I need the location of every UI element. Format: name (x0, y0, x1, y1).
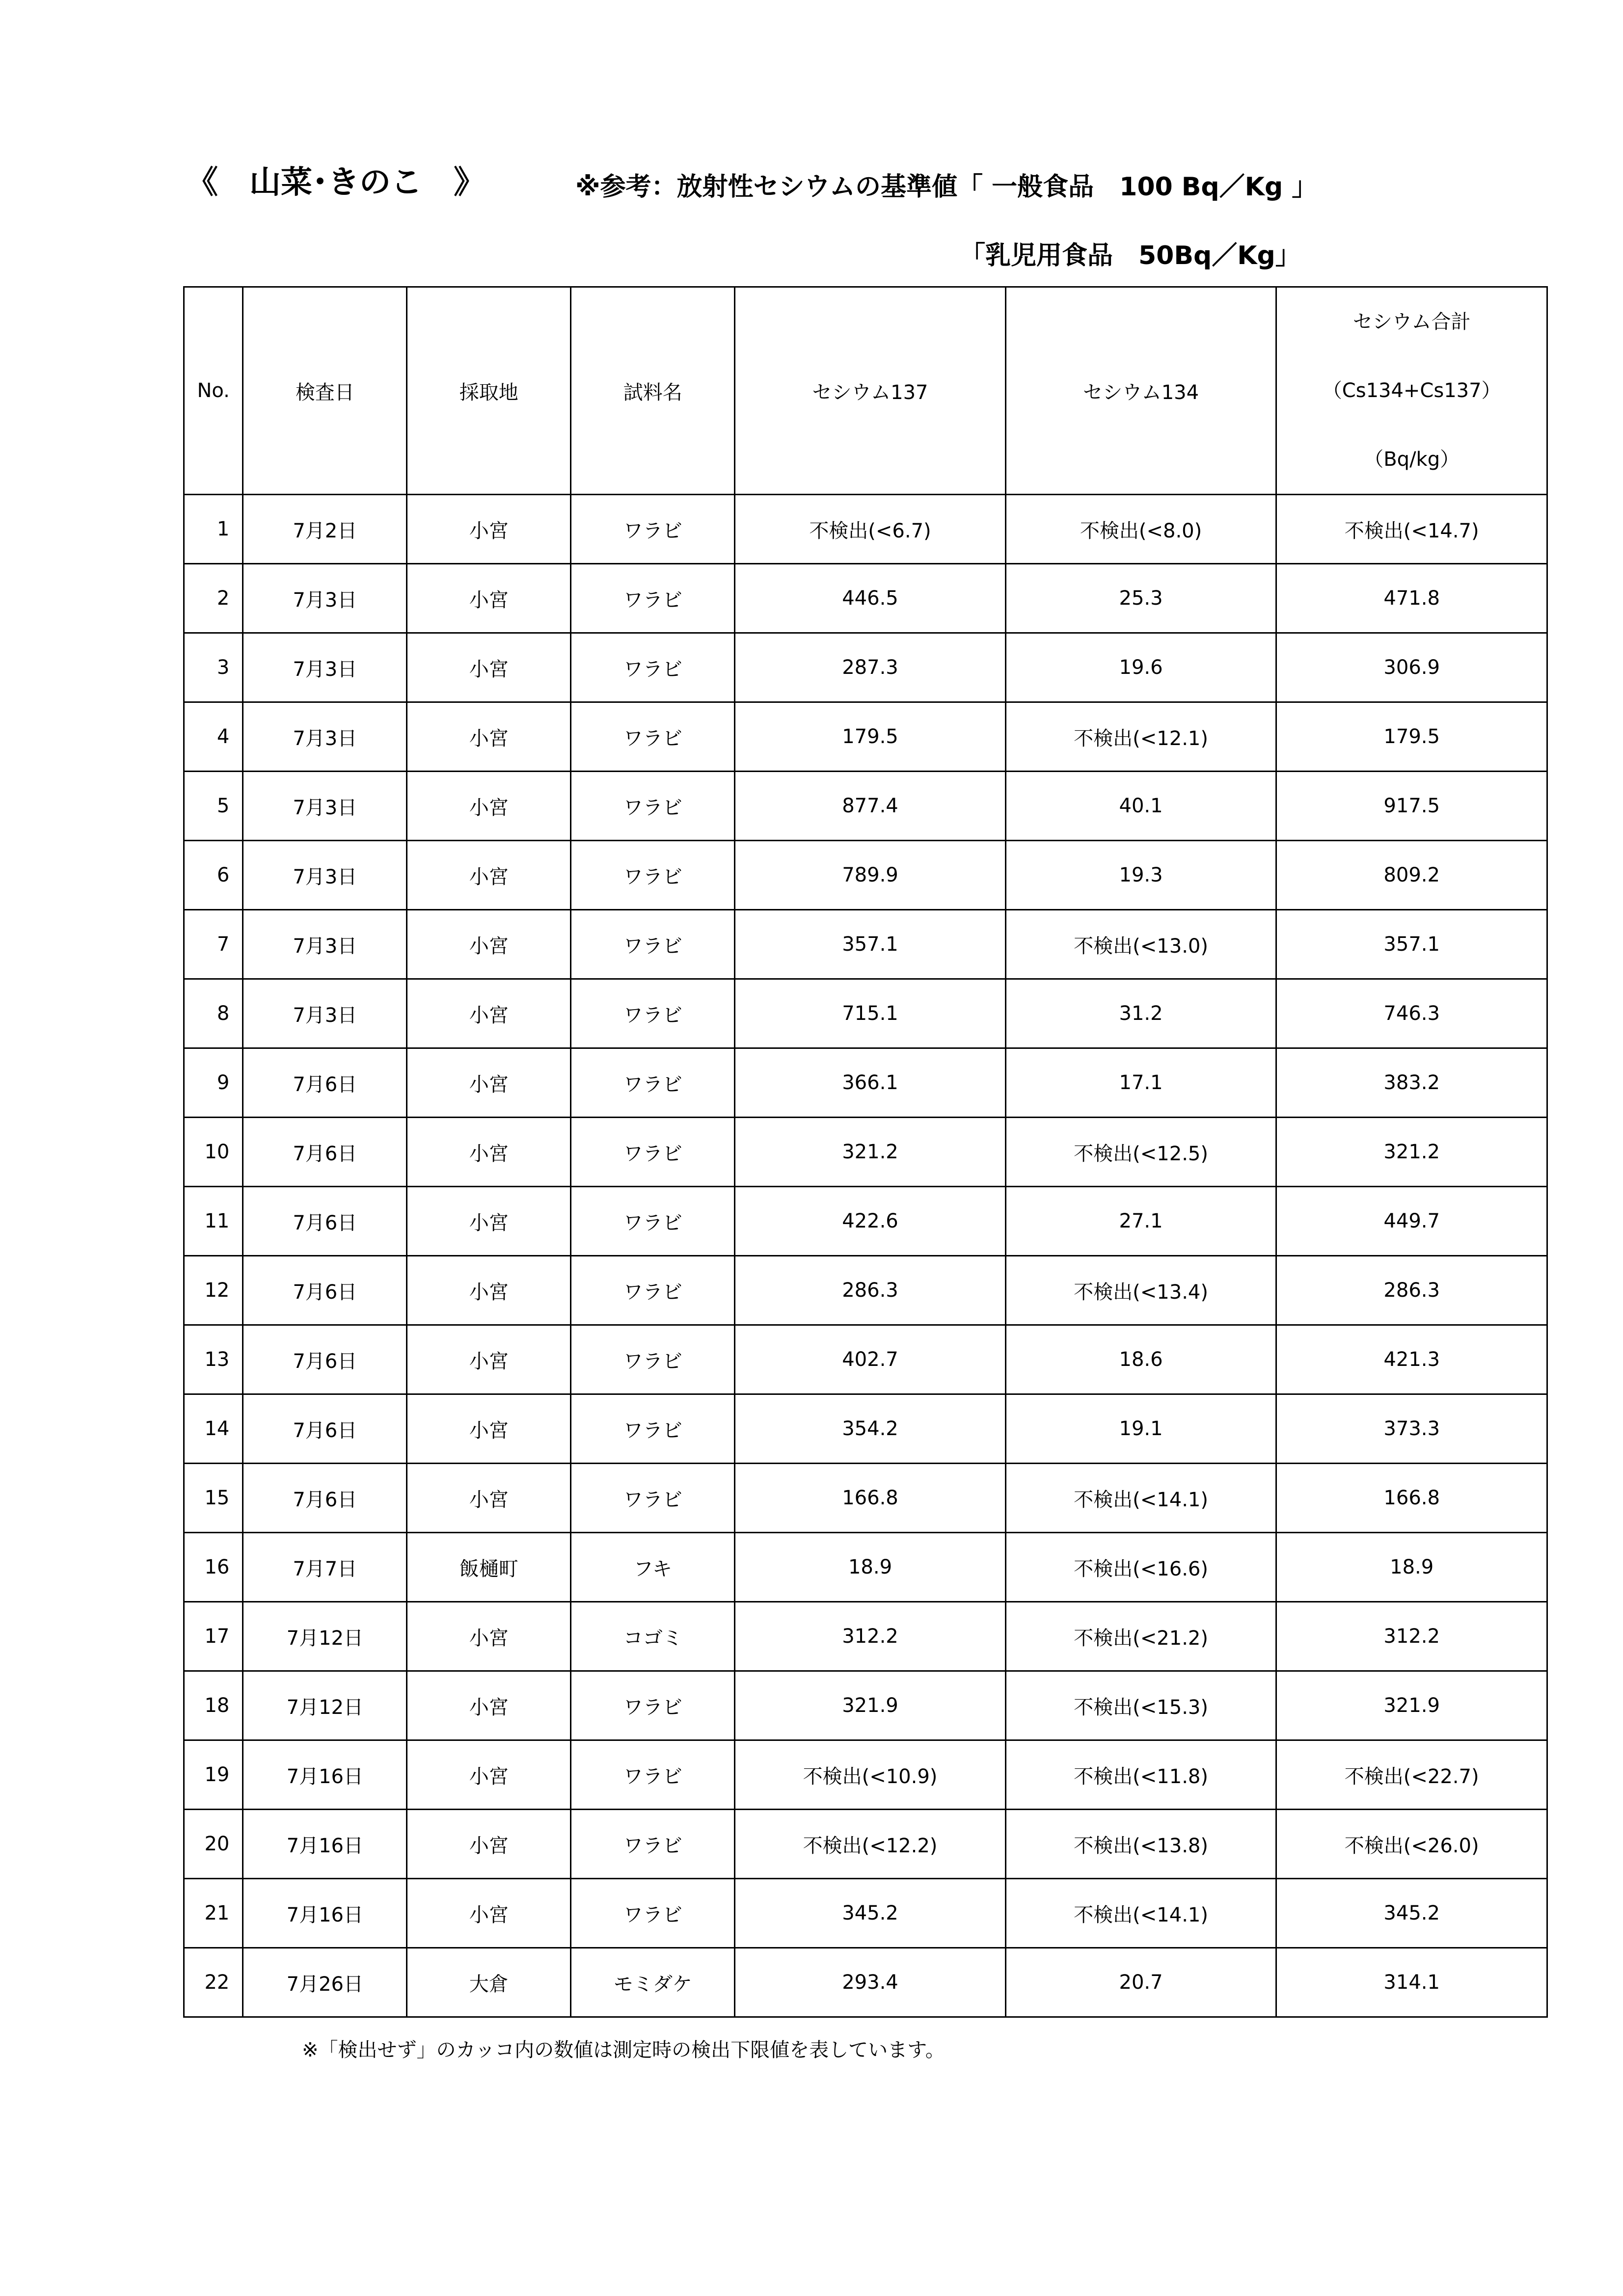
cell-total: 449.7 (1276, 1187, 1547, 1256)
cell-date: 7月2日 (243, 495, 407, 564)
cell-no: 21 (184, 1879, 243, 1948)
table-row (184, 910, 1547, 979)
table-row (184, 702, 1547, 772)
cell-cs134: 不検出(<16.6) (1005, 1533, 1276, 1602)
cell-total: 312.2 (1276, 1602, 1547, 1671)
cell-date: 7月6日 (243, 1325, 407, 1394)
table-row (184, 772, 1547, 841)
cell-total: 321.2 (1276, 1118, 1547, 1187)
cell-location: 小宮 (407, 910, 571, 979)
cell-location: 小宮 (407, 1118, 571, 1187)
cell-cs134: 19.3 (1005, 841, 1276, 910)
cell-cs137: 877.4 (735, 772, 1006, 841)
cell-cs134: 不検出(<12.5) (1005, 1118, 1276, 1187)
table-row (184, 495, 1547, 564)
cell-no: 19 (184, 1740, 243, 1810)
cell-date: 7月16日 (243, 1810, 407, 1879)
cell-sample: ワラビ (571, 1256, 735, 1325)
cell-total: 286.3 (1276, 1256, 1547, 1325)
cell-location: 小宮 (407, 772, 571, 841)
cell-sample: ワラビ (571, 1187, 735, 1256)
cell-location: 小宮 (407, 979, 571, 1048)
cell-cs137: 357.1 (735, 910, 1006, 979)
cell-location: 小宮 (407, 1740, 571, 1810)
cell-date: 7月3日 (243, 564, 407, 633)
header-cs134: セシウム134 (1005, 287, 1276, 495)
cell-no: 16 (184, 1533, 243, 1602)
reference-standard-infant: 「乳児用食品 50Bq／Kg」 (960, 241, 1301, 270)
table-row (184, 1740, 1547, 1810)
cell-date: 7月3日 (243, 979, 407, 1048)
cell-location: 大倉 (407, 1948, 571, 2017)
cell-cs137: 287.3 (735, 633, 1006, 702)
cell-cs137: 不検出(<12.2) (735, 1810, 1006, 1879)
cell-total: 不検出(<26.0) (1276, 1810, 1547, 1879)
cell-cs137: 354.2 (735, 1394, 1006, 1464)
table-row (184, 1187, 1547, 1256)
cell-location: 飯樋町 (407, 1533, 571, 1602)
cell-sample: ワラビ (571, 1048, 735, 1118)
cell-location: 小宮 (407, 702, 571, 772)
cell-cs134: 不検出(<13.8) (1005, 1810, 1276, 1879)
cell-total: 不検出(<14.7) (1276, 495, 1547, 564)
cell-location: 小宮 (407, 1394, 571, 1464)
cell-cs134: 17.1 (1005, 1048, 1276, 1118)
cell-no: 11 (184, 1187, 243, 1256)
table-row (184, 1118, 1547, 1187)
header-row (184, 287, 1547, 495)
cell-date: 7月16日 (243, 1879, 407, 1948)
table-row (184, 564, 1547, 633)
cell-sample: フキ (571, 1533, 735, 1602)
cell-no: 17 (184, 1602, 243, 1671)
header-no: No. (184, 287, 243, 495)
cell-total: 471.8 (1276, 564, 1547, 633)
cell-cs134: 不検出(<8.0) (1005, 495, 1276, 564)
cell-cs134: 不検出(<13.0) (1005, 910, 1276, 979)
table-row (184, 1256, 1547, 1325)
table-row (184, 1879, 1547, 1948)
table-row (184, 1810, 1547, 1879)
table-header (184, 287, 1547, 495)
cell-total: 421.3 (1276, 1325, 1547, 1394)
header-total-line2: （Cs134+Cs137） (1322, 379, 1501, 402)
cell-sample: ワラビ (571, 979, 735, 1048)
cell-location: 小宮 (407, 633, 571, 702)
cell-date: 7月3日 (243, 841, 407, 910)
cell-total: 不検出(<22.7) (1276, 1740, 1547, 1810)
cell-no: 1 (184, 495, 243, 564)
cell-sample: ワラビ (571, 910, 735, 979)
cell-cs134: 不検出(<11.8) (1005, 1740, 1276, 1810)
cell-total: 18.9 (1276, 1533, 1547, 1602)
cell-cs137: 179.5 (735, 702, 1006, 772)
cell-location: 小宮 (407, 1671, 571, 1740)
cell-no: 6 (184, 841, 243, 910)
cell-location: 小宮 (407, 1048, 571, 1118)
cell-total: 179.5 (1276, 702, 1547, 772)
table-row (184, 633, 1547, 702)
cell-cs134: 18.6 (1005, 1325, 1276, 1394)
cell-cs137: 715.1 (735, 979, 1006, 1048)
header-total-line3: （Bq/kg） (1364, 448, 1460, 471)
reference-standard-general: ※参考：放射性セシウムの基準値「 一般食品 100 Bq／Kg 」 (575, 172, 1318, 202)
cell-cs137: 不検出(<6.7) (735, 495, 1006, 564)
cell-cs137: 不検出(<10.9) (735, 1740, 1006, 1810)
cell-date: 7月6日 (243, 1187, 407, 1256)
cell-cs137: 321.9 (735, 1671, 1006, 1740)
cell-cs134: 19.1 (1005, 1394, 1276, 1464)
cell-location: 小宮 (407, 564, 571, 633)
cell-no: 15 (184, 1464, 243, 1533)
cell-location: 小宮 (407, 1810, 571, 1879)
cell-location: 小宮 (407, 1879, 571, 1948)
cell-cs134: 不検出(<14.1) (1005, 1879, 1276, 1948)
table-row (184, 1394, 1547, 1464)
cell-total: 746.3 (1276, 979, 1547, 1048)
page-title: 《 山菜･きのこ 》 (187, 164, 485, 201)
cell-cs137: 286.3 (735, 1256, 1006, 1325)
cell-cs137: 321.2 (735, 1118, 1006, 1187)
cell-no: 22 (184, 1948, 243, 2017)
cell-no: 2 (184, 564, 243, 633)
table-body (184, 495, 1547, 2017)
table-row (184, 1671, 1547, 1740)
cell-location: 小宮 (407, 495, 571, 564)
header-total-line1: セシウム合計 (1352, 311, 1471, 333)
cell-total: 373.3 (1276, 1394, 1547, 1464)
cell-cs137: 446.5 (735, 564, 1006, 633)
table-row (184, 979, 1547, 1048)
cell-cs134: 不検出(<15.3) (1005, 1671, 1276, 1740)
header-date: 検査日 (243, 287, 407, 495)
cell-no: 13 (184, 1325, 243, 1394)
table-row (184, 1048, 1547, 1118)
cell-total: 321.9 (1276, 1671, 1547, 1740)
cell-date: 7月6日 (243, 1394, 407, 1464)
cell-location: 小宮 (407, 1325, 571, 1394)
cell-no: 12 (184, 1256, 243, 1325)
cell-sample: ワラビ (571, 772, 735, 841)
cell-sample: ワラビ (571, 1394, 735, 1464)
cell-no: 7 (184, 910, 243, 979)
table-row (184, 1464, 1547, 1533)
cell-total: 357.1 (1276, 910, 1547, 979)
header-total (1276, 287, 1547, 495)
cell-no: 10 (184, 1118, 243, 1187)
cell-cs134: 25.3 (1005, 564, 1276, 633)
cell-date: 7月7日 (243, 1533, 407, 1602)
cell-cs134: 31.2 (1005, 979, 1276, 1048)
cell-location: 小宮 (407, 1187, 571, 1256)
cell-cs137: 789.9 (735, 841, 1006, 910)
cell-cs134: 19.6 (1005, 633, 1276, 702)
cell-no: 3 (184, 633, 243, 702)
cell-sample: ワラビ (571, 1810, 735, 1879)
cell-total: 166.8 (1276, 1464, 1547, 1533)
results-table (183, 286, 1548, 2018)
cell-cs134: 不検出(<14.1) (1005, 1464, 1276, 1533)
cell-location: 小宮 (407, 1256, 571, 1325)
cell-date: 7月12日 (243, 1602, 407, 1671)
cell-date: 7月3日 (243, 772, 407, 841)
table-row (184, 1325, 1547, 1394)
cell-sample: ワラビ (571, 1740, 735, 1810)
cell-no: 20 (184, 1810, 243, 1879)
cell-cs137: 293.4 (735, 1948, 1006, 2017)
footnote: ※「検出せず」のカッコ内の数値は測定時の検出下限値を表しています。 (302, 2039, 945, 2061)
cell-no: 8 (184, 979, 243, 1048)
cell-no: 18 (184, 1671, 243, 1740)
table-row (184, 1948, 1547, 2017)
cell-cs137: 18.9 (735, 1533, 1006, 1602)
cell-cs137: 312.2 (735, 1602, 1006, 1671)
cell-total: 809.2 (1276, 841, 1547, 910)
cell-total: 345.2 (1276, 1879, 1547, 1948)
cell-date: 7月26日 (243, 1948, 407, 2017)
header-sample: 試料名 (571, 287, 735, 495)
cell-date: 7月3日 (243, 702, 407, 772)
cell-sample: ワラビ (571, 1118, 735, 1187)
cell-sample: ワラビ (571, 1464, 735, 1533)
cell-location: 小宮 (407, 1602, 571, 1671)
cell-date: 7月12日 (243, 1671, 407, 1740)
cell-sample: ワラビ (571, 702, 735, 772)
cell-date: 7月6日 (243, 1048, 407, 1118)
cell-sample: ワラビ (571, 1671, 735, 1740)
cell-location: 小宮 (407, 841, 571, 910)
cell-date: 7月6日 (243, 1464, 407, 1533)
cell-cs137: 422.6 (735, 1187, 1006, 1256)
cell-cs134: 不検出(<12.1) (1005, 702, 1276, 772)
cell-date: 7月3日 (243, 910, 407, 979)
cell-cs137: 345.2 (735, 1879, 1006, 1948)
cell-date: 7月6日 (243, 1118, 407, 1187)
cell-date: 7月6日 (243, 1256, 407, 1325)
cell-cs137: 402.7 (735, 1325, 1006, 1394)
cell-no: 5 (184, 772, 243, 841)
cell-sample: コゴミ (571, 1602, 735, 1671)
cell-cs134: 27.1 (1005, 1187, 1276, 1256)
table-row (184, 1533, 1547, 1602)
cell-total: 314.1 (1276, 1948, 1547, 2017)
header-cs137: セシウム137 (735, 287, 1006, 495)
cell-sample: ワラビ (571, 1325, 735, 1394)
cell-total: 917.5 (1276, 772, 1547, 841)
cell-no: 9 (184, 1048, 243, 1118)
cell-date: 7月3日 (243, 633, 407, 702)
cell-cs137: 166.8 (735, 1464, 1006, 1533)
cell-cs134: 不検出(<13.4) (1005, 1256, 1276, 1325)
cell-total: 383.2 (1276, 1048, 1547, 1118)
cell-cs134: 不検出(<21.2) (1005, 1602, 1276, 1671)
cell-sample: ワラビ (571, 1879, 735, 1948)
cell-no: 14 (184, 1394, 243, 1464)
table-row (184, 841, 1547, 910)
cell-no: 4 (184, 702, 243, 772)
cell-sample: ワラビ (571, 841, 735, 910)
header-location: 採取地 (407, 287, 571, 495)
cell-total: 306.9 (1276, 633, 1547, 702)
cell-sample: モミダケ (571, 1948, 735, 2017)
cell-sample: ワラビ (571, 633, 735, 702)
cell-sample: ワラビ (571, 564, 735, 633)
cell-cs134: 20.7 (1005, 1948, 1276, 2017)
cell-cs134: 40.1 (1005, 772, 1276, 841)
cell-cs137: 366.1 (735, 1048, 1006, 1118)
cell-sample: ワラビ (571, 495, 735, 564)
cell-location: 小宮 (407, 1464, 571, 1533)
cell-date: 7月16日 (243, 1740, 407, 1810)
table-row (184, 1602, 1547, 1671)
